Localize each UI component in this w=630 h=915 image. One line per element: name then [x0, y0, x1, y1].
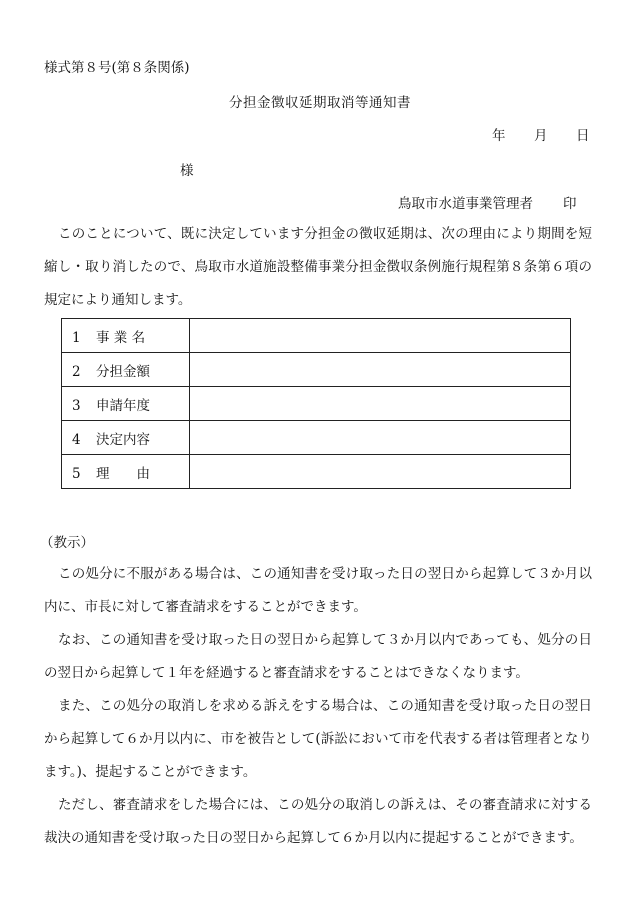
row-value-cell: [190, 421, 571, 455]
row-label: 事 業 名: [96, 329, 146, 346]
row-value-cell: [190, 387, 571, 421]
row-number: 5: [72, 465, 81, 482]
issuer-line: [398, 192, 577, 212]
date-day-label: 日: [576, 128, 590, 144]
seal-mark: 印: [563, 196, 577, 212]
row-number: 1: [72, 329, 81, 346]
document-title: 分担金徴収延期取消等通知書: [229, 95, 411, 111]
row-value-cell: [190, 319, 571, 353]
notice-paragraph: この処分に不服がある場合は、この通知書を受け取った日の翌日から起算して３か月以内に、市長に対して審査請求をすることができます。: [44, 566, 592, 615]
info-table: [61, 318, 571, 489]
issuer-name: 鳥取市水道事業管理者: [398, 196, 533, 212]
row-number: 3: [72, 397, 81, 414]
notice-paragraph: ただし、審査請求をした場合には、この処分の取消しの訴えは、その審査請求に対する裁決の通知書を受け取った日の翌日から起算して６か月以内に提起することができます。: [44, 797, 592, 846]
table-row: [62, 387, 571, 421]
table-row: [62, 319, 571, 353]
row-value-cell: [190, 353, 571, 387]
notice-paragraph: なお、この通知書を受け取った日の翌日から起算して３か月以内であっても、処分の日の翌日から起算して１年を経過すると審査請求をすることはできなくなります。: [44, 632, 592, 681]
row-label-cell: [62, 455, 190, 489]
form-number: 様式第８号(第８条関係): [44, 60, 190, 76]
row-label: 決定内容: [96, 431, 150, 448]
row-number: 4: [72, 431, 81, 448]
row-label-cell: [62, 319, 190, 353]
addressee-suffix: 様: [180, 163, 194, 179]
row-number: 2: [72, 363, 81, 380]
row-value-cell: [190, 455, 571, 489]
notice-heading: （教示）: [40, 535, 94, 551]
table-row: [62, 455, 571, 489]
body-paragraph: このことについて、既に決定しています分担金の徴収延期は、次の理由により期間を短縮し・取り消したので、鳥取市水道施設整備事業分担金徴収条例施行規程第８条第６項の規定により通知します。: [44, 226, 592, 308]
row-label: 分担金額: [96, 363, 150, 380]
table-row: [62, 421, 571, 455]
notice-paragraphs: [44, 558, 592, 855]
date-month-label: 月: [534, 128, 548, 144]
row-label-cell: [62, 387, 190, 421]
row-label-cell: [62, 421, 190, 455]
row-label: 理 由: [96, 465, 150, 482]
notice-paragraph: また、この処分の取消しを求める訴えをする場合は、この通知書を受け取った日の翌日から起算して６か月以内に、市を被告として(訴訟において市を代表する者は管理者となります。)、提起することができます。: [44, 698, 592, 780]
date-line: [492, 124, 592, 144]
row-label-cell: [62, 353, 190, 387]
date-year-label: 年: [492, 128, 506, 144]
row-label: 申請年度: [96, 397, 150, 414]
table-row: [62, 353, 571, 387]
